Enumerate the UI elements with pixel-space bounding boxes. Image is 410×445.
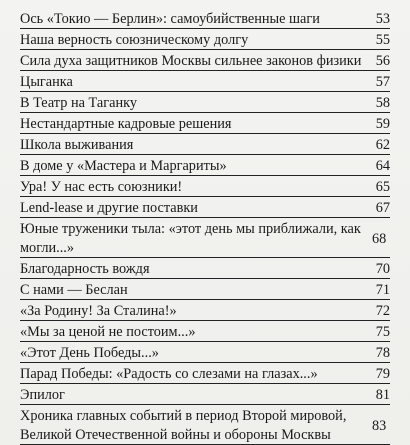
toc-entry-title: «Этот День Победы...» (20, 345, 159, 361)
toc-entry-title: Нестандартные кадровые решения (20, 116, 232, 132)
toc-entry-page: 57 (375, 74, 390, 90)
toc-entry (20, 342, 390, 363)
toc-entry-title: Цыганка (20, 74, 73, 90)
toc-entry-page: 58 (375, 95, 390, 111)
toc-entry-page: 64 (375, 158, 390, 174)
toc-entry (20, 321, 390, 342)
toc-entry (20, 29, 390, 50)
toc-entry (20, 8, 390, 29)
toc-entry-page: 81 (375, 387, 390, 403)
toc-entry-page: 62 (375, 137, 390, 153)
toc-entry-page: 68 (372, 230, 387, 247)
toc-entry (20, 155, 390, 176)
toc-entry-page: 83 (372, 417, 387, 434)
toc-entry-title: Наша верность союзническому долгу (20, 32, 249, 48)
toc-entry-page: 65 (375, 179, 390, 195)
toc-entry-page: 67 (375, 200, 390, 216)
toc-entry-page: 78 (375, 345, 390, 361)
toc-entry-title: Хроника главных событий в период Второй мировой, Великой Отечественной войны и обороны Москвы (20, 408, 347, 443)
table-of-contents (20, 8, 390, 445)
toc-entry (20, 176, 390, 197)
toc-entry (20, 218, 390, 258)
toc-entry-page: 59 (375, 116, 390, 132)
toc-entry-title: Парад Победы: «Радость со слезами на глазах...» (20, 366, 318, 382)
toc-entry-page: 79 (375, 366, 390, 382)
toc-entry (20, 92, 390, 113)
toc-entry-title: В Театр на Таганку (20, 95, 137, 111)
toc-entry-title: С нами — Беслан (20, 282, 128, 298)
toc-entry (20, 300, 390, 321)
toc-entry-title: Эпилог (20, 387, 65, 403)
toc-entry-page: 56 (375, 53, 390, 69)
toc-entry (20, 71, 390, 92)
toc-entry-title: В доме у «Мастера и Маргариты» (20, 158, 227, 174)
toc-entry-page: 75 (375, 324, 390, 340)
toc-entry-title: Ось «Токио — Берлин»: самоубийственные шаги (20, 11, 320, 27)
toc-entry-title: Школа выживания (20, 137, 134, 153)
toc-entry (20, 50, 390, 71)
toc-entry-title: Ура! У нас есть союзники! (20, 179, 183, 195)
toc-entry-page: 71 (375, 282, 390, 298)
toc-entry-title: Сила духа защитников Москвы сильнее законов физики (20, 53, 362, 69)
toc-entry-title: «Мы за ценой не постоим...» (20, 324, 196, 340)
toc-entry (20, 279, 390, 300)
toc-entry-page: 70 (375, 261, 390, 277)
toc-entry (20, 384, 390, 405)
toc-entry (20, 113, 390, 134)
toc-entry-page: 72 (375, 303, 390, 319)
toc-entry (20, 258, 390, 279)
toc-entry-title: Lend-lease и другие поставки (20, 200, 198, 216)
toc-entry-page: 53 (375, 11, 390, 27)
toc-entry-page: 55 (375, 32, 390, 48)
toc-entry (20, 134, 390, 155)
toc-entry (20, 405, 390, 445)
toc-entry (20, 197, 390, 218)
toc-entry-title: Благодарность вождя (20, 261, 150, 277)
toc-entry-title: «За Родину! За Сталина!» (20, 303, 177, 319)
toc-entry-title: Юные труженики тыла: «этот день мы приближали, как могли...» (20, 221, 361, 256)
toc-entry (20, 363, 390, 384)
